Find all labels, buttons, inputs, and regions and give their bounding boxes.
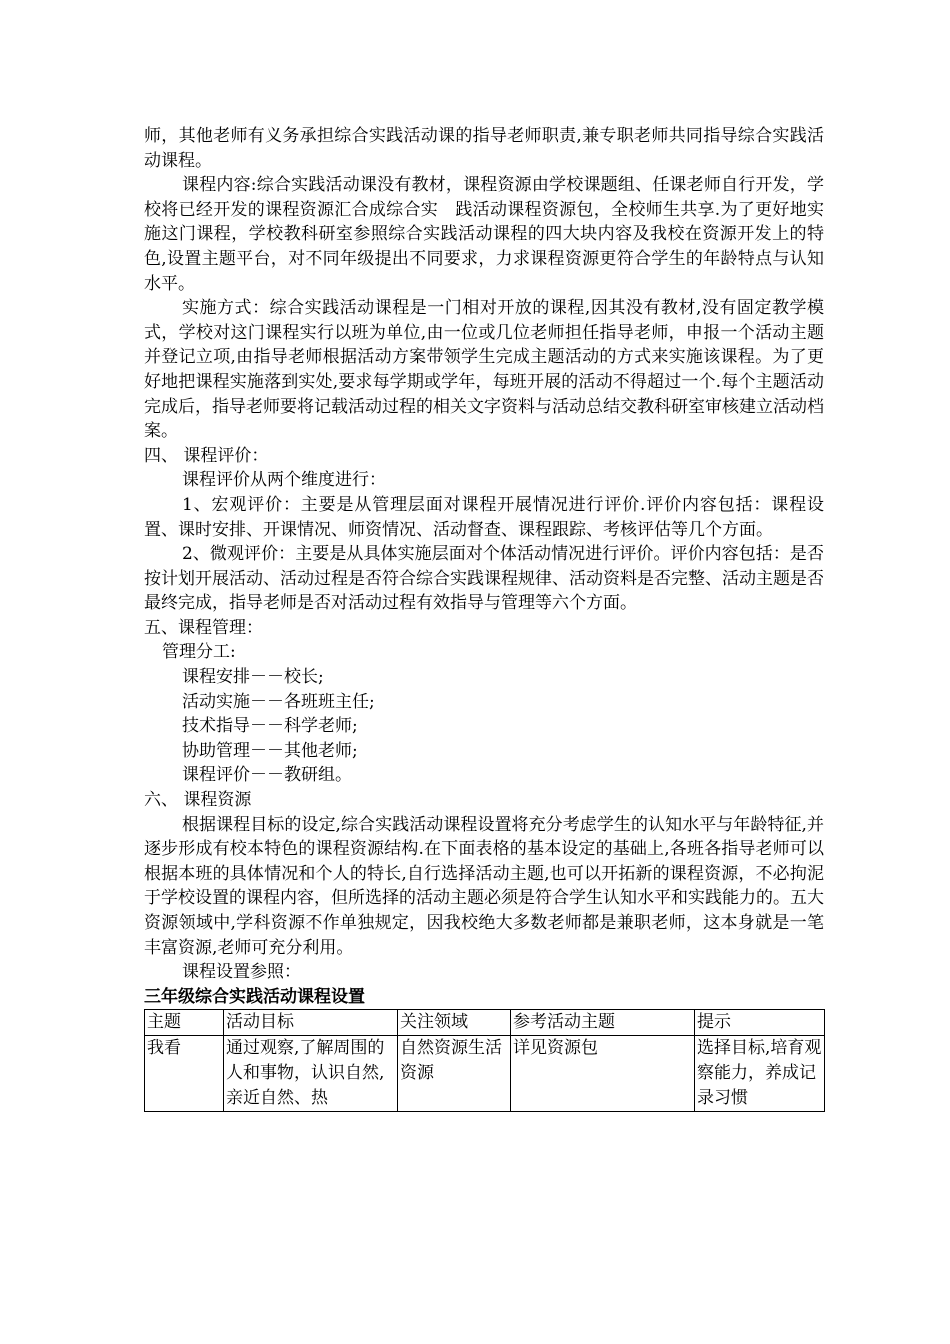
heading-course-resources: 六、 课程资源 <box>144 790 252 811</box>
table-title: 三年级综合实践活动课程设置 <box>144 986 365 1007</box>
document-body <box>144 124 824 1112</box>
paragraph-course-content: 课程内容:综合实践活动课没有教材，课程资源由学校课题组、任课老师自行开发，学校将已经开发的课程资源汇合成综合实 践活动课程资源包，全校师生共享.为了更好地实施这门课程，学校教科研室参照综合实践活动课程的四大块内容及我校在资源开发上的特色,设置主题平台，对不同年级提出不同要求，力求课程资源更符合学生的年龄特点与认知水平。 <box>144 175 824 294</box>
management-division-label: 管理分工: <box>162 642 236 663</box>
header-cell-theme: 主题 <box>145 1009 224 1035</box>
table-cell: 选择目标,培育观察能力，养成记录习惯 <box>695 1035 825 1111</box>
header-cell-tips: 提示 <box>695 1009 825 1035</box>
heading-course-evaluation: 四、 课程评价： <box>144 445 269 466</box>
table-row <box>145 1035 825 1111</box>
management-item: 协助管理－－其他老师; <box>182 740 358 761</box>
paragraph-macro-evaluation: 1、宏观评价：主要是从管理层面对课程开展情况进行评价.评价内容包括：课程设置、课时安排、开课情况、师资情况、活动督查、课程跟踪、考核评估等几个方面。 <box>144 494 824 540</box>
management-item: 技术指导－－科学老师; <box>182 716 358 737</box>
paragraph-resources: 根据课程目标的设定,综合实践活动课程设置将充分考虑学生的认知水平与年龄特征,并逐步形成有校本特色的课程资源结构.在下面表格的基本设定的基础上,各班各指导老师可以根据本班的具体情况和个人的特长,自行选择活动主题,也可以开拓新的课程资源，不必拘泥于学校设置的课程内容，但所选择的活动主题必须是符合学生认知水平和实践能力的。五大资源领域中,学科资源不作单独规定，因我校绝大多数老师都是兼职老师，这本身就是一笔丰富资源,老师可充分利用。 <box>144 814 824 958</box>
paragraph-micro-evaluation: 2、微观评价：主要是从具体实施层面对个体活动情况进行评价。评价内容包括：是否按计划开展活动、活动过程是否符合综合实践课程规律、活动资料是否完整、活动主题是否最终完成，指导老师是否对活动过程有效指导与管理等六个方面。 <box>144 544 824 614</box>
header-cell-domain: 关注领域 <box>398 1009 511 1035</box>
paragraph-implementation: 实施方式：综合实践活动课程是一门相对开放的课程,因其没有教材,没有固定教学模式，学校对这门课程实行以班为单位,由一位或几位老师担任指导老师，申报一个活动主题并登记立项,由指导老师根据活动方案带领学生完成主题活动的方式来实施该课程。为了更好地把课程实施落到实处,要求每学期或学年，每班开展的活动不得超过一个.每个主题活动完成后，指导老师要将记载活动过程的相关文字资料与活动总结交教科研室审核建立活动档案。 <box>144 298 824 442</box>
table-cell: 我看 <box>145 1035 224 1111</box>
course-table <box>144 1009 825 1112</box>
table-cell: 详见资源包 <box>511 1035 695 1111</box>
table-cell: 通过观察,了解周围的人和事物，认识自然,亲近自然、热 <box>224 1035 398 1111</box>
management-item: 课程评价－－教研组。 <box>182 765 352 786</box>
management-item: 活动实施－－各班班主任; <box>182 691 375 712</box>
paragraph-reference-label: 课程设置参照： <box>182 962 301 983</box>
heading-course-management: 五、课程管理： <box>144 617 263 638</box>
paragraph-continuation: 师，其他老师有义务承担综合实践活动课的指导老师职责,兼专职老师共同指导综合实践活动课程。 <box>144 126 824 171</box>
paragraph-evaluation-intro: 课程评价从两个维度进行： <box>182 470 386 491</box>
management-item: 课程安排－－校长; <box>182 667 324 688</box>
table-header-row <box>145 1009 825 1035</box>
table-cell: 自然资源生活资源 <box>398 1035 511 1111</box>
header-cell-goal: 活动目标 <box>224 1009 398 1035</box>
header-cell-reference-theme: 参考活动主题 <box>511 1009 695 1035</box>
